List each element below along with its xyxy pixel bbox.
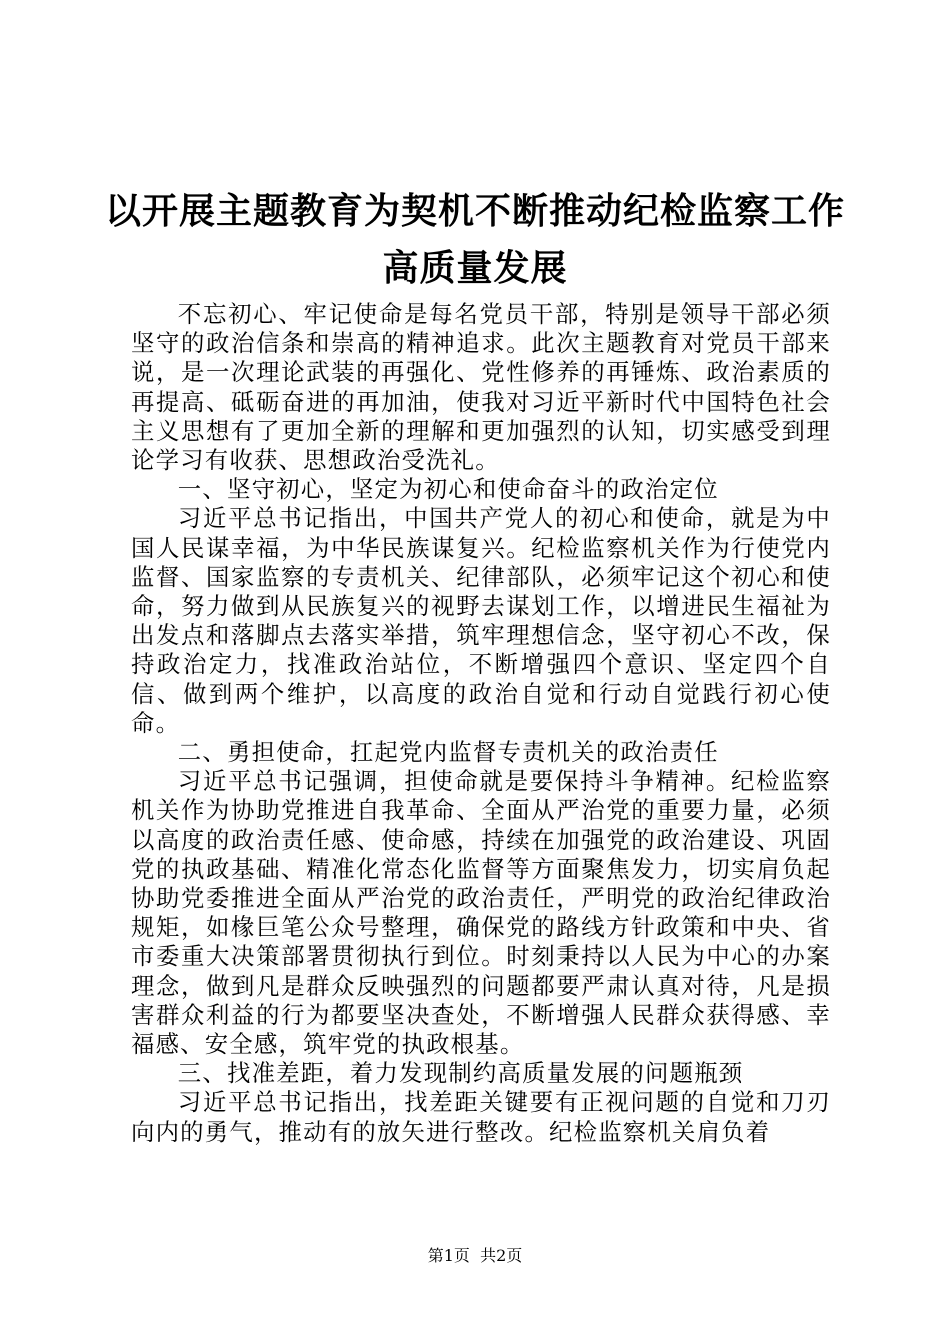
intro-paragraph: 不忘初心、牢记使命是每名党员干部，特别是领导干部必须坚守的政治信条和崇高的精神追求。此次主题教育对党员干部来说，是一次理论武装的再强化、党性修养的再锤炼、政治素质的再提高、砥砺奋进的再加油，使我对习近平新时代中国特色社会主义思想有了更加全新的理解和更加强烈的认知，切实感受到理论学习有收获、思想政治受洗礼。 <box>131 300 831 475</box>
section-heading-2: 二、勇担使命，扛起党内监督专责机关的政治责任 <box>177 738 719 767</box>
document-body <box>131 300 831 1147</box>
page-number-footer: 第1页 共2页 <box>427 1246 523 1265</box>
section-heading-3: 三、找准差距，着力发现制约高质量发展的问题瓶颈 <box>177 1059 744 1088</box>
section-heading-1: 一、坚守初心，坚定为初心和使命奋斗的政治定位 <box>177 475 719 504</box>
section-3-paragraph: 习近平总书记指出，找差距关键要有正视问题的自觉和刀刃向内的勇气，推动有的放矢进行整改。纪检监察机关肩负着 <box>131 1088 831 1146</box>
section-2-paragraph: 习近平总书记强调，担使命就是要保持斗争精神。纪检监察机关作为协助党推进自我革命、全面从严治党的重要力量，必须以高度的政治责任感、使命感，持续在加强党的政治建设、巩固党的执政基础、精准化常态化监督等方面聚焦发力，切实肩负起协助党委推进全面从严治党的政治责任，严明党的政治纪律政治规矩，如椽巨笔公众号整理，确保党的路线方针政策和中央、省市委重大决策部署贯彻执行到位。时刻秉持以人民为中心的办案理念，做到凡是群众反映强烈的问题都要严肃认真对待，凡是损害群众利益的行为都要坚决查处，不断增强人民群众获得感、幸福感、安全感，筑牢党的执政根基。 <box>131 767 831 1059</box>
section-1-paragraph: 习近平总书记指出，中国共产党人的初心和使命，就是为中国人民谋幸福，为中华民族谋复兴。纪检监察机关作为行使党内监督、国家监察的专责机关、纪律部队，必须牢记这个初心和使命，努力做到从民族复兴的视野去谋划工作，以增进民生福祉为出发点和落脚点去落实举措，筑牢理想信念，坚守初心不改，保持政治定力，找准政治站位，不断增强四个意识、坚定四个自信、做到两个维护，以高度的政治自觉和行动自觉践行初心使命。 <box>131 504 831 737</box>
document-title-line-1: 以开展主题教育为契机不断推动纪检监察工作 <box>104 190 845 232</box>
document-title-line-2: 高质量发展 <box>382 247 568 289</box>
